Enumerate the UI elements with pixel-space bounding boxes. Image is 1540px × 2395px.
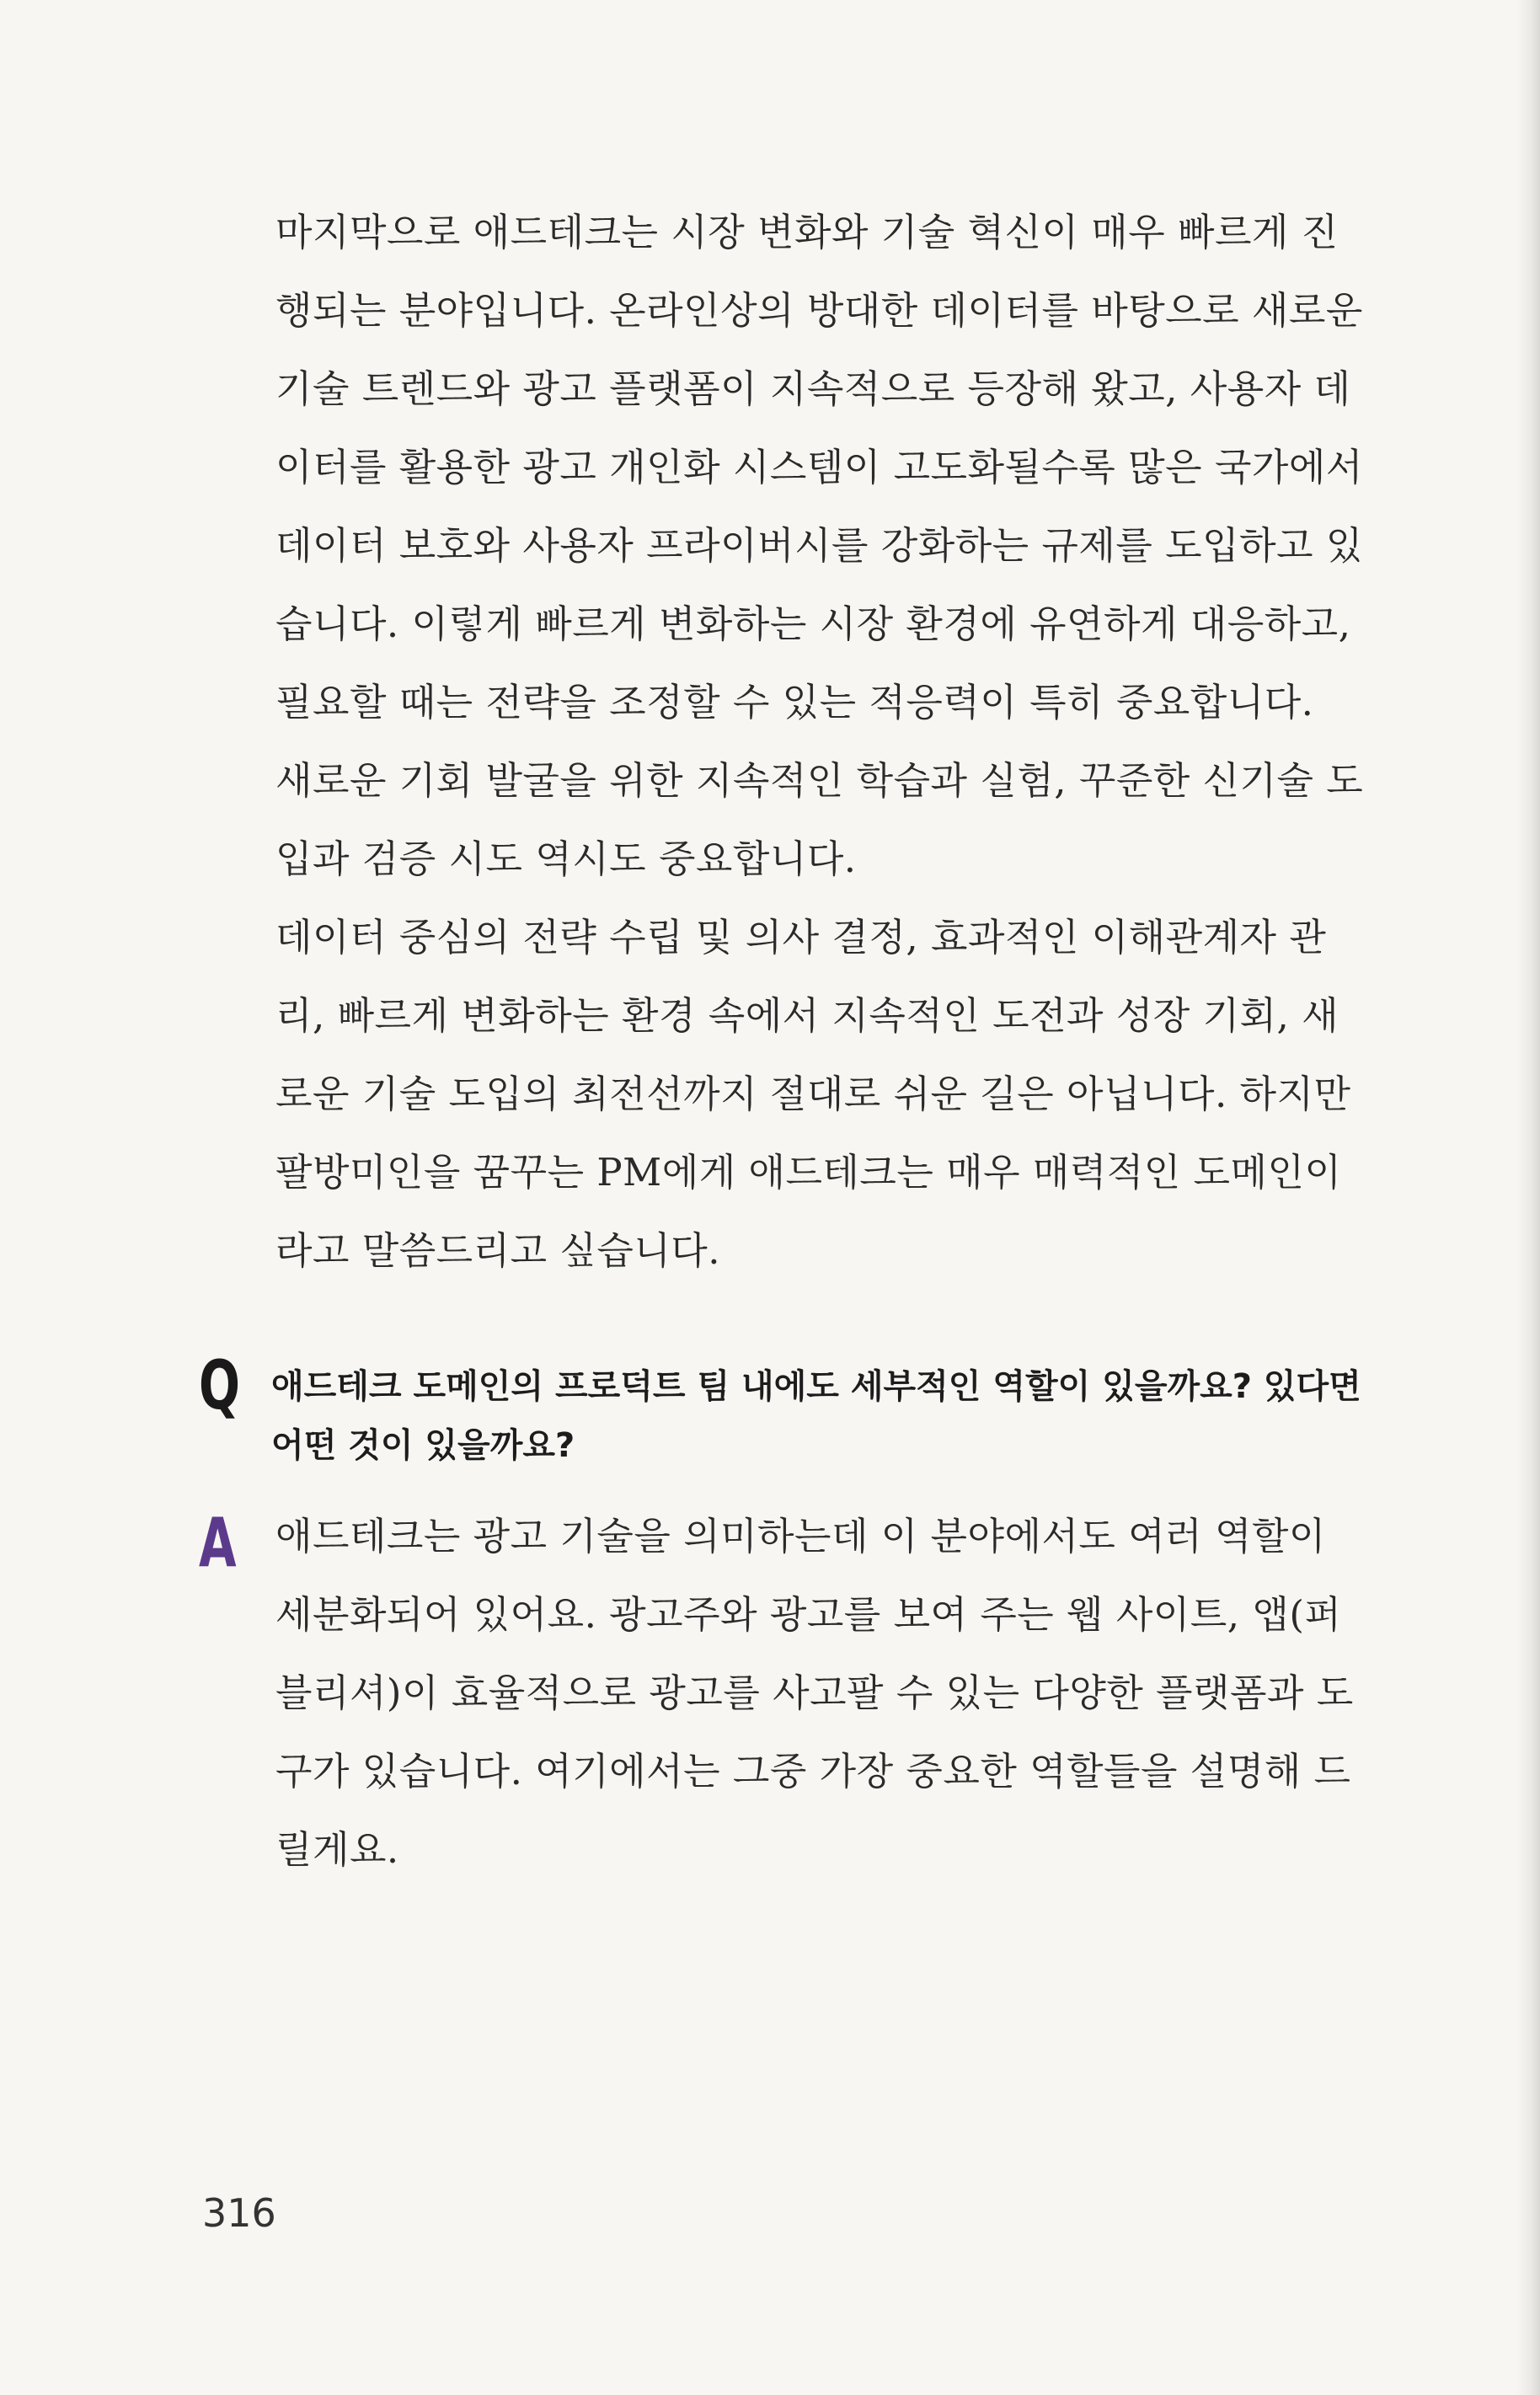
body-line: 행되는 분야입니다. 온라인상의 방대한 데이터를 바탕으로 새로운: [275, 288, 1363, 333]
answer-line: 릴게요.: [275, 1827, 399, 1872]
answer-line: 블리셔)이 효율적으로 광고를 사고팔 수 있는 다양한 플랫폼과 도: [275, 1671, 1354, 1715]
answer-line: 구가 있습니다. 여기에서는 그중 가장 중요한 역할들을 설명해 드: [275, 1749, 1351, 1794]
answer-marker: A: [199, 1504, 237, 1582]
body-line: 리, 빠르게 변화하는 환경 속에서 지속적인 도전과 성장 기회, 새: [275, 993, 1339, 1038]
page-edge-shadow: [1516, 0, 1540, 2395]
body-line: 필요할 때는 전략을 조정할 수 있는 적응력이 특히 중요합니다.: [275, 680, 1314, 724]
answer-line: 세분화되어 있어요. 광고주와 광고를 보여 주는 웹 사이트, 앱(퍼: [275, 1592, 1342, 1637]
page-number: 316: [202, 2190, 276, 2236]
body-line: 데이터 보호와 사용자 프라이버시를 강화하는 규제를 도입하고 있: [275, 523, 1363, 568]
answer-line: 애드테크는 광고 기술을 의미하는데 이 분야에서도 여러 역할이: [275, 1514, 1326, 1558]
body-line: 로운 기술 도입의 최전선까지 절대로 쉬운 길은 아닙니다. 하지만: [275, 1072, 1351, 1116]
body-line: 기술 트렌드와 광고 플랫폼이 지속적으로 등장해 왔고, 사용자 데: [275, 366, 1351, 411]
body-line: 이터를 활용한 광고 개인화 시스템이 고도화될수록 많은 국가에서: [275, 445, 1363, 489]
question-line: 어떤 것이 있을까요?: [271, 1426, 575, 1465]
body-line: 데이터 중심의 전략 수립 및 의사 결정, 효과적인 이해관계자 관: [275, 915, 1327, 960]
body-line: 라고 말씀드리고 싶습니다.: [275, 1228, 721, 1273]
question-line: 애드테크 도메인의 프로덕트 팀 내에도 세부적인 역할이 있을까요? 있다면: [271, 1367, 1361, 1406]
body-line: 습니다. 이렇게 빠르게 변화하는 시장 환경에 유연하게 대응하고,: [275, 601, 1351, 646]
body-line: 마지막으로 애드테크는 시장 변화와 기술 혁신이 매우 빠르게 진: [275, 210, 1339, 254]
body-line: 새로운 기회 발굴을 위한 지속적인 학습과 실험, 꾸준한 신기술 도: [275, 758, 1364, 803]
question-marker: Q: [199, 1346, 240, 1425]
body-line: 팔방미인을 꿈꾸는 PM에게 애드테크는 매우 매력적인 도메인이: [275, 1150, 1342, 1195]
body-line: 입과 검증 시도 역시도 중요합니다.: [275, 837, 857, 881]
